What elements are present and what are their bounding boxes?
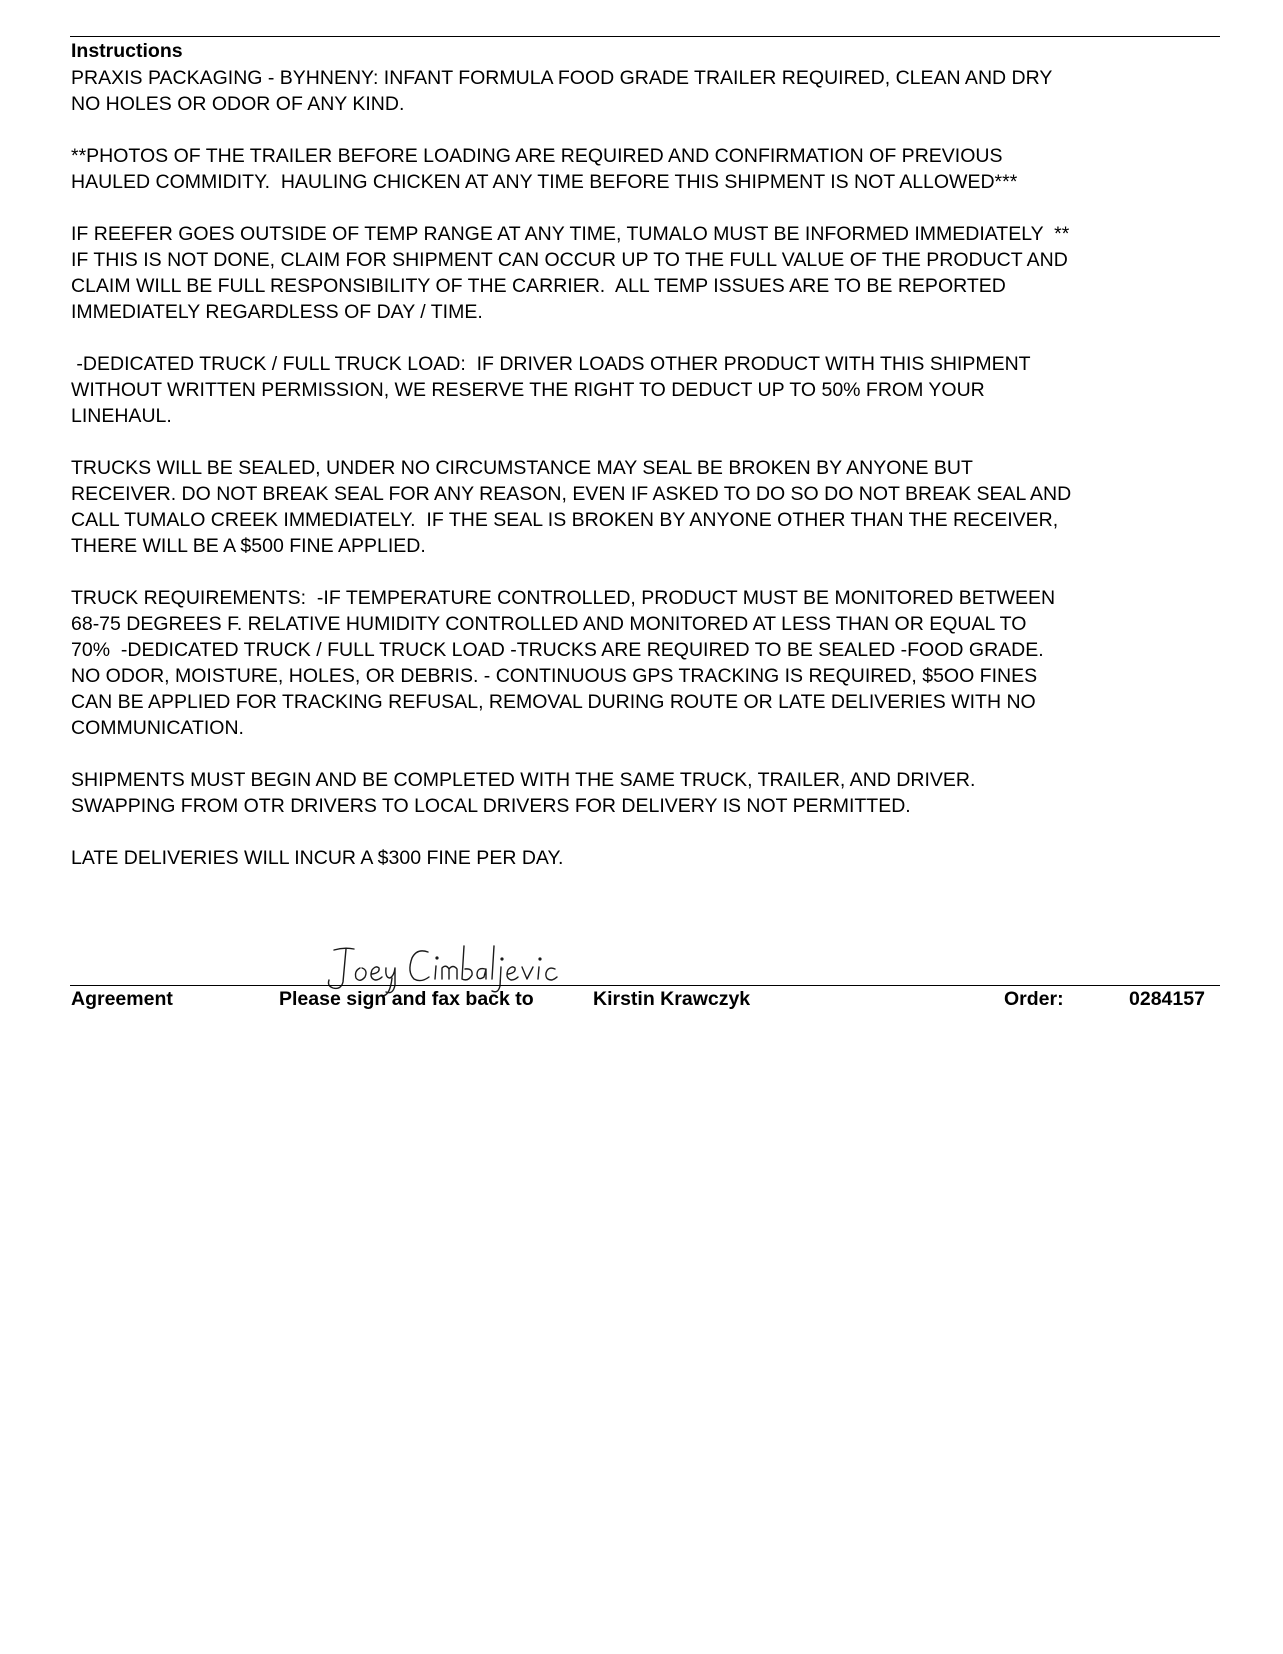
instruction-paragraph: [71, 845, 1241, 871]
instruction-line: THERE WILL BE A $500 FINE APPLIED.: [71, 535, 426, 557]
instruction-line: IF THIS IS NOT DONE, CLAIM FOR SHIPMENT CAN OCCUR UP TO THE FULL VALUE OF THE PRODUCT AND: [71, 249, 1068, 271]
instruction-line: LATE DELIVERIES WILL INCUR A $300 FINE PER DAY.: [71, 847, 564, 869]
instruction-line: WITHOUT WRITTEN PERMISSION, WE RESERVE THE RIGHT TO DEDUCT UP TO 50% FROM YOUR: [71, 379, 985, 401]
instruction-line: **PHOTOS OF THE TRAILER BEFORE LOADING ARE REQUIRED AND CONFIRMATION OF PREVIOUS: [71, 145, 1003, 167]
instruction-line: SHIPMENTS MUST BEGIN AND BE COMPLETED WITH THE SAME TRUCK, TRAILER, AND DRIVER.: [71, 769, 976, 791]
instruction-line: HAULED COMMIDITY. HAULING CHICKEN AT ANY TIME BEFORE THIS SHIPMENT IS NOT ALLOWED***: [71, 171, 1018, 193]
instruction-line: 68-75 DEGREES F. RELATIVE HUMIDITY CONTROLLED AND MONITORED AT LESS THAN OR EQUAL TO: [71, 613, 1027, 635]
instruction-line: LINEHAUL.: [71, 405, 172, 427]
instruction-paragraph: [71, 351, 1241, 429]
instruction-line: PRAXIS PACKAGING - BYHNENY: INFANT FORMULA FOOD GRADE TRAILER REQUIRED, CLEAN AND DRY: [71, 67, 1053, 89]
instruction-line: -DEDICATED TRUCK / FULL TRUCK LOAD: IF DRIVER LOADS OTHER PRODUCT WITH THIS SHIPMENT: [71, 353, 1031, 375]
instruction-line: TRUCK REQUIREMENTS: -IF TEMPERATURE CONTROLLED, PRODUCT MUST BE MONITORED BETWEEN: [71, 587, 1056, 609]
top-divider: [70, 36, 1220, 37]
instruction-line: CLAIM WILL BE FULL RESPONSIBILITY OF THE CARRIER. ALL TEMP ISSUES ARE TO BE REPORTED: [71, 275, 1006, 297]
instructions-body: [71, 65, 1241, 897]
instruction-paragraph: [71, 143, 1241, 195]
instruction-paragraph: [71, 65, 1241, 117]
signature-line: [70, 985, 1220, 986]
instruction-line: TRUCKS WILL BE SEALED, UNDER NO CIRCUMSTANCE MAY SEAL BE BROKEN BY ANYONE BUT: [71, 457, 973, 479]
contact-name: Kirstin Krawczyk: [593, 988, 751, 1010]
instruction-line: COMMUNICATION.: [71, 717, 244, 739]
sign-fax-instruction: Please sign and fax back to: [279, 988, 534, 1010]
instruction-line: CALL TUMALO CREEK IMMEDIATELY. IF THE SEAL IS BROKEN BY ANYONE OTHER THAN THE RECEIVER,: [71, 509, 1059, 531]
instruction-paragraph: [71, 455, 1241, 559]
instruction-line: SWAPPING FROM OTR DRIVERS TO LOCAL DRIVERS FOR DELIVERY IS NOT PERMITTED.: [71, 795, 911, 817]
instruction-line: NO ODOR, MOISTURE, HOLES, OR DEBRIS. - CONTINUOUS GPS TRACKING IS REQUIRED, $5OO FINES: [71, 665, 1038, 687]
instruction-line: IMMEDIATELY REGARDLESS OF DAY / TIME.: [71, 301, 483, 323]
instruction-line: 70% -DEDICATED TRUCK / FULL TRUCK LOAD -TRUCKS ARE REQUIRED TO BE SEALED -FOOD GRADE.: [71, 639, 1044, 661]
instruction-line: NO HOLES OR ODOR OF ANY KIND.: [71, 93, 405, 115]
instruction-paragraph: [71, 221, 1241, 325]
order-number: 0284157: [1129, 988, 1205, 1010]
instructions-heading: Instructions: [71, 40, 183, 62]
instruction-line: CAN BE APPLIED FOR TRACKING REFUSAL, REMOVAL DURING ROUTE OR LATE DELIVERIES WITH NO: [71, 691, 1036, 713]
instruction-paragraph: [71, 585, 1241, 741]
agreement-label: Agreement: [71, 988, 173, 1010]
instruction-line: IF REEFER GOES OUTSIDE OF TEMP RANGE AT ANY TIME, TUMALO MUST BE INFORMED IMMEDIATELY **: [71, 223, 1070, 245]
instruction-line: RECEIVER. DO NOT BREAK SEAL FOR ANY REASON, EVEN IF ASKED TO DO SO DO NOT BREAK SEAL AND: [71, 483, 1072, 505]
order-label: Order:: [1004, 988, 1064, 1010]
instruction-paragraph: [71, 767, 1241, 819]
